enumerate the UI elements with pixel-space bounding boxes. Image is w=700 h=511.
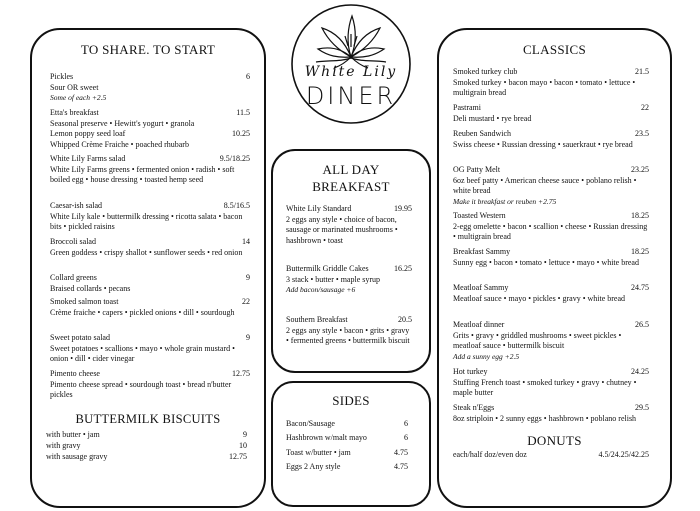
item-price: 6 — [246, 72, 250, 81]
item-desc: Sour OR sweet — [50, 82, 99, 92]
item-name: Southern Breakfast — [286, 315, 348, 324]
item-price: 16.25 — [394, 264, 412, 273]
menu-item — [50, 129, 250, 150]
item-name: Meatloaf Sammy — [453, 283, 509, 292]
sides-panel — [271, 381, 431, 507]
item-price: 10 — [239, 441, 247, 450]
item-price: 8.5/16.5 — [223, 201, 250, 210]
item-name: Meatloaf dinner — [453, 320, 505, 329]
item-price: 22 — [242, 297, 250, 306]
item-price: 18.25 — [631, 211, 649, 220]
item-name: Etta's breakfast — [50, 108, 99, 117]
biscuit-item — [46, 451, 247, 462]
item-name: Bacon/Sausage — [286, 419, 335, 428]
item-name: each/half doz/even doz — [453, 450, 527, 459]
menu-item — [453, 211, 649, 243]
item-desc: Green goddess • crispy shallot • sunflower seeds • red onion — [50, 247, 243, 257]
menu-item — [50, 333, 250, 365]
side-item — [286, 461, 408, 472]
item-desc: Stuffing French toast • smoked turkey • gravy • chutney • maple butter — [453, 377, 637, 397]
menu-item — [50, 201, 250, 233]
logo-script: White Lily — [304, 64, 398, 80]
item-price: 6 — [404, 419, 408, 428]
menu-item — [453, 247, 649, 268]
item-desc: Whipped Crème Fraiche • poached rhubarb — [50, 139, 189, 149]
item-desc: Pimento cheese spread • sourdough toast • bread n'butter pickles — [50, 379, 232, 399]
item-price: 12.75 — [232, 369, 250, 378]
item-desc: White Lily kale • buttermilk dressing • ricotta salata • bacon bits • pickled raisins — [50, 211, 243, 231]
menu-item — [50, 154, 250, 186]
white-lily-logo — [288, 2, 414, 127]
item-price: 26.5 — [635, 320, 649, 329]
item-desc: 6oz beef patty • American cheese sauce • poblano relish • white bread — [453, 175, 637, 195]
item-name: Eggs 2 Any style — [286, 462, 341, 471]
item-note: Make it breakfast or reuben +2.75 — [453, 196, 557, 206]
item-desc: Sweet potatoes • scallions • mayo • whole grain mustard • onion • dill • cider vinegar — [50, 343, 235, 363]
menu-item — [453, 165, 649, 207]
item-name: Toasted Western — [453, 211, 506, 220]
item-price: 6 — [404, 433, 408, 442]
item-price: 9 — [243, 430, 247, 439]
donut-item — [453, 449, 649, 460]
item-price: 19.95 — [394, 204, 412, 213]
item-price: 4.5/24.25/42.25 — [598, 450, 649, 459]
menu-item — [50, 72, 250, 104]
side-item — [286, 418, 408, 429]
all-day-title-line2: BREAKFAST — [312, 179, 390, 194]
biscuits-title: BUTTERMILK BISCUITS — [75, 412, 221, 426]
item-name: Smoked turkey club — [453, 67, 518, 76]
all-day-breakfast-panel — [271, 149, 431, 373]
item-price: 18.25 — [631, 247, 649, 256]
side-item — [286, 447, 408, 458]
item-price: 9.5/18.25 — [219, 154, 250, 163]
menu-item — [50, 297, 250, 318]
item-price: 23.25 — [631, 165, 649, 174]
item-name: Caesar-ish salad — [50, 201, 103, 210]
menu-item — [50, 369, 250, 401]
menu-item — [286, 264, 412, 296]
item-desc: Seasonal preserve • Hewitt's yogurt • granola — [50, 118, 195, 128]
item-note: Add bacon/sausage +6 — [286, 285, 356, 294]
item-price: 24.25 — [631, 367, 649, 376]
menu-item — [286, 315, 412, 347]
item-name: Collard greens — [50, 273, 97, 282]
all-day-title-line1: ALL DAY — [322, 162, 380, 177]
item-price: 9 — [246, 273, 250, 282]
biscuit-item — [46, 440, 247, 451]
item-name: White Lily Standard — [286, 204, 352, 213]
item-name: Broccoli salad — [50, 237, 96, 246]
menu-item — [453, 320, 649, 362]
item-desc: 2 eggs any style • choice of bacon, sausage or marinated mushrooms • hashbrown • toast — [286, 214, 398, 245]
item-name: Toast w/butter • jam — [286, 448, 351, 457]
item-name: Buttermilk Griddle Cakes — [286, 264, 369, 273]
menu-item — [50, 273, 250, 294]
item-desc: Grits • gravy • griddled mushrooms • sweet pickles • meatloaf sauce • buttermilk biscuit — [453, 330, 622, 350]
item-desc: Sunny egg • bacon • tomato • lettuce • mayo • white bread — [453, 257, 639, 267]
item-note: Some of each +2.5 — [50, 93, 107, 102]
sides-title: SIDES — [332, 393, 370, 408]
item-price: 20.5 — [398, 315, 412, 324]
to-share-title: TO SHARE. TO START — [80, 42, 216, 57]
item-price: 22 — [641, 103, 649, 112]
item-name: Pastrami — [453, 103, 481, 112]
item-name: Pimento cheese — [50, 369, 100, 378]
menu-item — [453, 129, 649, 150]
menu-item — [453, 103, 649, 124]
item-desc: 2-egg omelette • bacon • scallion • cheese • Russian dressing • multigrain bread — [453, 221, 648, 241]
menu-item — [50, 108, 250, 129]
item-price: 10.25 — [232, 129, 250, 138]
item-name: Reuben Sandwich — [453, 129, 511, 138]
item-name: Hashbrown w/malt mayo — [286, 433, 367, 442]
item-desc: Braised collards • pecans — [50, 283, 131, 293]
item-name: with butter • jam — [46, 430, 100, 439]
item-price: 9 — [246, 333, 250, 342]
item-name: OG Patty Melt — [453, 165, 501, 174]
item-price: 29.5 — [635, 403, 649, 412]
menu-item — [453, 367, 649, 399]
item-name: Pickles — [50, 72, 74, 81]
item-name: Lemon poppy seed loaf — [50, 129, 126, 138]
item-price: 12.75 — [229, 452, 247, 461]
item-name: with gravy — [46, 441, 81, 450]
donuts-title: DONUTS — [527, 433, 582, 448]
item-price: 23.5 — [635, 129, 649, 138]
menu-item — [453, 403, 649, 424]
item-desc: Deli mustard • rye bread — [453, 113, 532, 123]
item-name: Breakfast Sammy — [453, 247, 511, 256]
item-desc: Crème fraiche • capers • pickled onions • dill • sourdough — [50, 307, 235, 317]
item-desc: 8oz striploin • 2 sunny eggs • hashbrown • poblano relish — [453, 413, 637, 423]
item-price: 21.5 — [635, 67, 649, 76]
logo-diner: DINER — [305, 82, 397, 110]
classics-title: CLASSICS — [522, 42, 587, 57]
item-desc: 3 stack • butter • maple syrup — [286, 274, 381, 284]
item-name: White Lily Farms salad — [50, 154, 126, 163]
menu-item — [453, 283, 649, 304]
classics-panel — [437, 28, 672, 508]
item-price: 14 — [242, 237, 250, 246]
menu-item — [453, 67, 649, 99]
item-name: Smoked salmon toast — [50, 297, 119, 306]
item-name: Sweet potato salad — [50, 333, 110, 342]
item-desc: Smoked turkey • bacon mayo • bacon • tomato • lettuce • multigrain bread — [453, 77, 636, 97]
all-day-title — [273, 161, 429, 195]
item-desc: White Lily Farms greens • fermented onion • radish • soft boiled egg • house dressing • toasted hemp seed — [50, 164, 235, 184]
item-desc: Meatloaf sauce • mayo • pickles • gravy • white bread — [453, 293, 626, 303]
menu-item — [286, 204, 412, 246]
item-name: with sausage gravy — [46, 452, 108, 461]
menu-item — [50, 237, 250, 258]
item-price: 11.5 — [236, 108, 250, 117]
item-price: 4.75 — [394, 448, 408, 457]
item-note: Add a sunny egg +2.5 — [453, 351, 520, 361]
biscuit-item — [46, 429, 247, 440]
item-name: Hot turkey — [453, 367, 488, 376]
item-desc: 2 eggs any style • bacon • grits • gravy • fermented greens • buttermilk biscuit — [286, 325, 410, 345]
to-share-panel — [30, 28, 266, 508]
item-name: Steak n'Eggs — [453, 403, 495, 412]
item-price: 4.75 — [394, 462, 408, 471]
side-item — [286, 432, 408, 443]
item-price: 24.75 — [631, 283, 649, 292]
item-desc: Swiss cheese • Russian dressing • sauerkraut • rye bread — [453, 139, 633, 149]
